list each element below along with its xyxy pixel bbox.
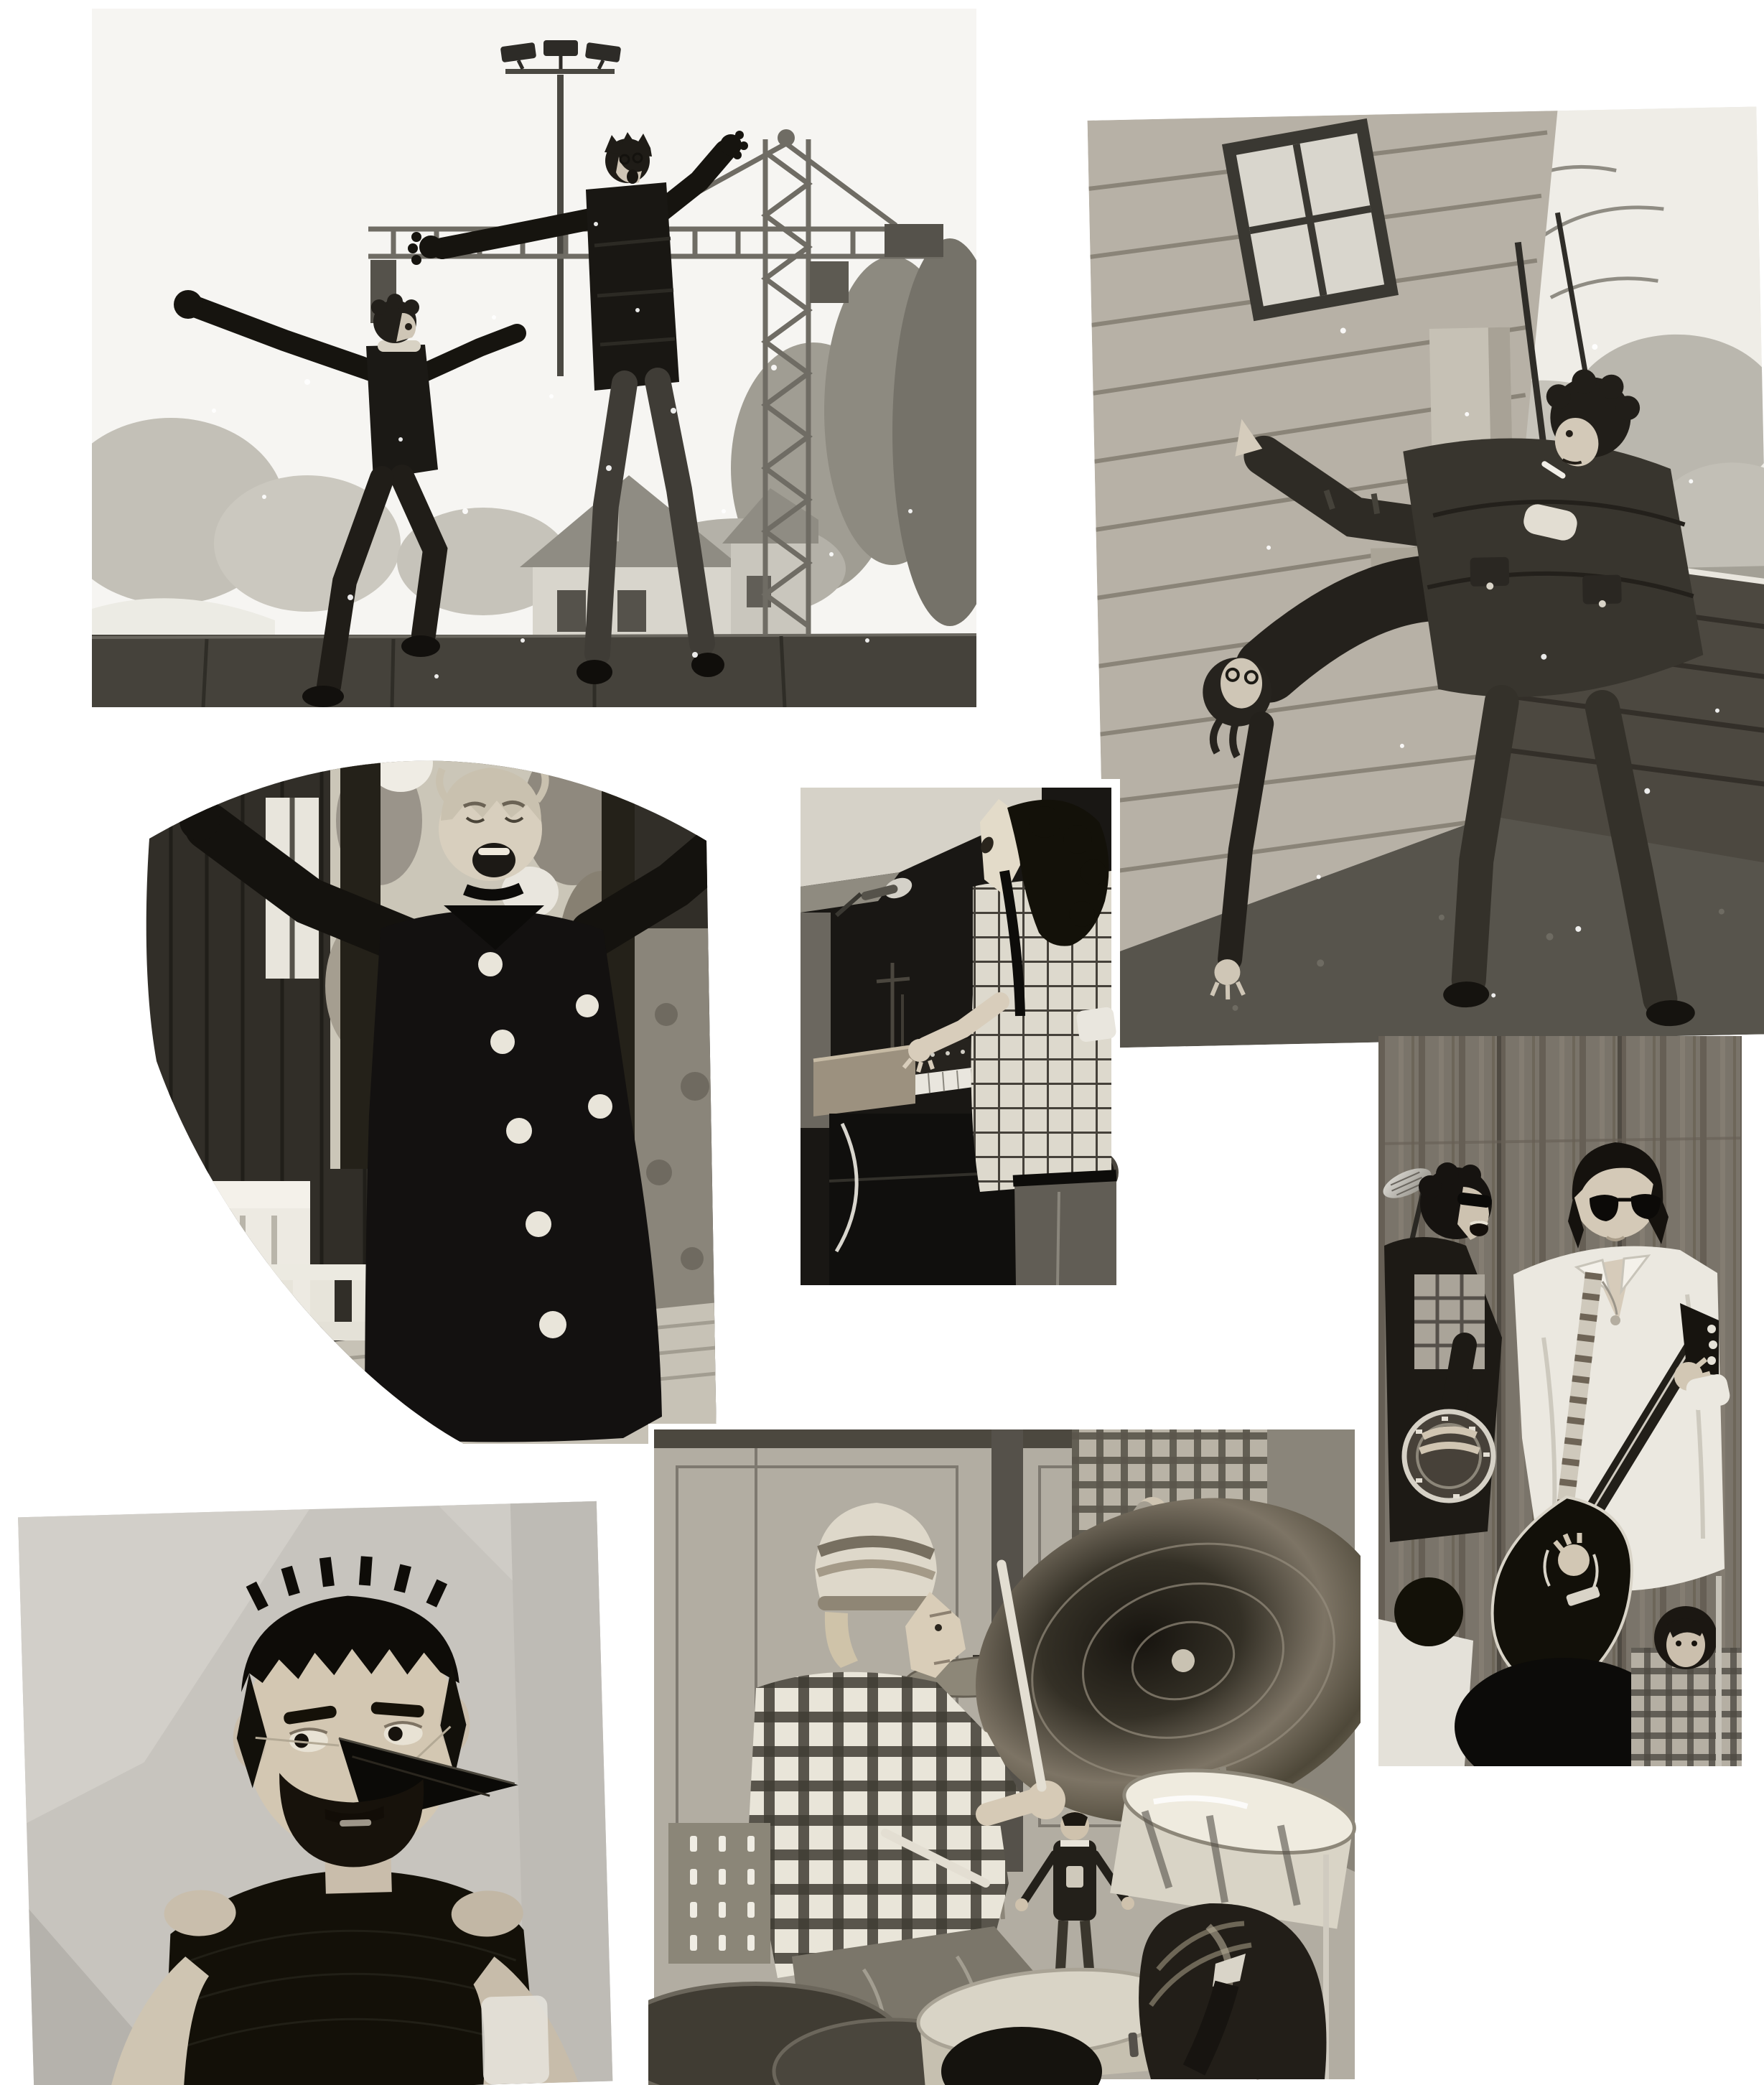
window — [1222, 118, 1399, 321]
photo-beak-mask-portrait — [8, 1491, 625, 2085]
photo-porch-laugh — [128, 713, 725, 1447]
concrete-wall — [92, 635, 976, 707]
photo-guitarist-sunglasses — [1378, 1036, 1742, 1766]
white-gate — [149, 1181, 310, 1444]
photo-keyboard-player — [792, 779, 1120, 1294]
photo-drummer-big-cymbal — [648, 1424, 1361, 2085]
photo-jumping-duo-snow — [92, 9, 976, 707]
ornate-panel — [668, 1823, 770, 1964]
blurred-glass — [481, 1995, 549, 2085]
photo-backbend-steps — [1088, 106, 1764, 1048]
